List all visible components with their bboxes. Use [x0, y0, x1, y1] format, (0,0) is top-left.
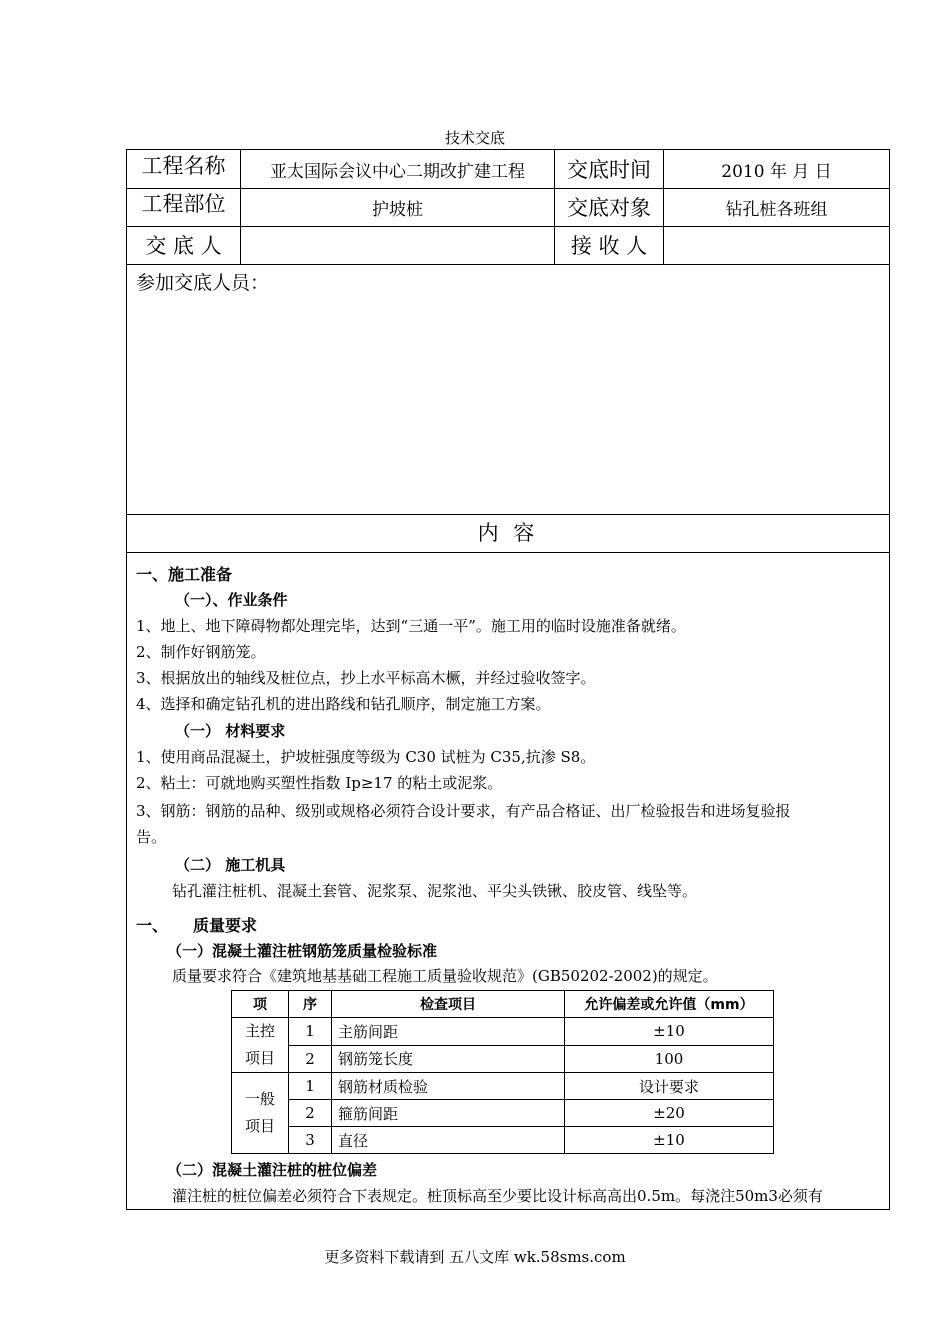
quality-standard-table	[231, 990, 774, 1154]
list-item: 1、使用商品混凝土，护坡桩强度等级为 C30 试桩为 C35,抗渗 S8。	[136, 748, 596, 766]
section-title: 质量要求	[193, 916, 258, 935]
row-divider	[127, 552, 889, 553]
content-heading: 内 容	[477, 521, 539, 545]
table-row	[232, 1045, 774, 1073]
check-item: 钢筋材质检验	[332, 1073, 565, 1100]
list-item: 2、粘土：可就地购买塑性指数 Ip≥17 的粘土或泥浆。	[136, 774, 503, 792]
table-header-row	[232, 991, 774, 1018]
group-name: 项目	[244, 1049, 275, 1067]
section-title: 一、施工准备	[136, 565, 233, 584]
footer-link-text: 更多资料下载请到 五八文库 wk.58sms.com	[324, 1248, 626, 1266]
row-number: 2	[289, 1045, 332, 1073]
header-cell: 允许偏差或允许值（mm）	[565, 991, 774, 1018]
part-label: 工程部位	[141, 192, 226, 216]
group-cell	[232, 1018, 289, 1073]
subsection-title: （二） 施工机具	[175, 856, 286, 874]
list-item: 1、地上、地下障碍物都处理完毕，达到“三通一平”。施工用的临时设施准备就绪。	[136, 617, 686, 635]
paragraph: 钻孔灌注桩机、混凝土套管、泥浆泵、泥浆池、平尖头铁锹、胶皮管、线坠等。	[172, 882, 698, 900]
table-row	[232, 1127, 774, 1154]
project-name-value: 亚太国际会议中心二期改扩建工程	[270, 161, 525, 182]
subsection-title: （一） 材料要求	[175, 722, 286, 740]
table-row	[232, 1100, 774, 1127]
receiver-value	[664, 226, 889, 264]
list-item: 3、根据放出的轴线及桩位点，抄上水平标高木橛，并经过验收签字。	[136, 669, 596, 687]
group-name: 主控	[244, 1022, 275, 1040]
project-name-label: 工程名称	[141, 154, 226, 178]
subsection-title: （一）、作业条件	[175, 591, 288, 609]
disclosure-form	[126, 149, 890, 1210]
list-item: 4、选择和确定钻孔机的进出路线和钻孔顺序，制定施工方案。	[136, 695, 551, 713]
row-divider	[127, 264, 889, 265]
tolerance-value: 100	[565, 1045, 774, 1073]
target-label: 交底对象	[567, 196, 651, 220]
subsection-title: （二）混凝土灌注桩的桩位偏差	[167, 1161, 378, 1179]
section-number: 一、	[136, 916, 169, 935]
table-row	[232, 1073, 774, 1100]
header-cell: 序	[289, 991, 332, 1018]
paragraph: 质量要求符合《建筑地基基础工程施工质量验收规范》(GB50202-2002)的规定。	[172, 967, 718, 985]
date-label: 交底时间	[567, 158, 651, 182]
table-row	[232, 1018, 774, 1046]
tolerance-value: 设计要求	[565, 1073, 774, 1100]
header-cell: 检查项目	[332, 991, 565, 1018]
group-name: 项目	[244, 1117, 275, 1135]
document-title: 技术交底	[444, 129, 505, 147]
check-item: 钢筋笼长度	[332, 1045, 565, 1073]
subsection-title: （一）混凝土灌注桩钢筋笼质量检验标准	[167, 942, 438, 960]
paragraph: 灌注桩的桩位偏差必须符合下表规定。桩顶标高至少要比设计标高高出0.5m。每浇注50m3必须有	[172, 1187, 823, 1205]
part-value: 护坡桩	[372, 199, 423, 220]
row-number: 1	[289, 1073, 332, 1100]
tolerance-value: ±10	[565, 1018, 774, 1046]
tolerance-value: ±10	[565, 1127, 774, 1154]
list-item: 2、制作好钢筋笼。	[136, 643, 266, 661]
receiver-label: 接 收 人	[570, 234, 648, 258]
row-number: 1	[289, 1018, 332, 1046]
header-cell: 项	[232, 991, 289, 1018]
presenter-value	[241, 226, 554, 264]
row-number: 3	[289, 1127, 332, 1154]
list-item: 3、钢筋：钢筋的品种、级别或规格必须符合设计要求，有产品合格证、出厂检验报告和进场复验报	[136, 802, 791, 820]
check-item: 主筋间距	[332, 1018, 565, 1046]
row-number: 2	[289, 1100, 332, 1127]
date-value: 2010 年 月 日	[721, 161, 832, 182]
check-item: 箍筋间距	[332, 1100, 565, 1127]
check-item: 直径	[332, 1127, 565, 1154]
group-cell	[232, 1073, 289, 1154]
list-item: 告。	[136, 828, 167, 846]
group-name: 一般	[244, 1090, 275, 1108]
target-value: 钻孔桩各班组	[725, 199, 828, 220]
participants-label: 参加交底人员：	[136, 272, 270, 294]
presenter-label: 交 底 人	[145, 234, 222, 258]
tolerance-value: ±20	[565, 1100, 774, 1127]
